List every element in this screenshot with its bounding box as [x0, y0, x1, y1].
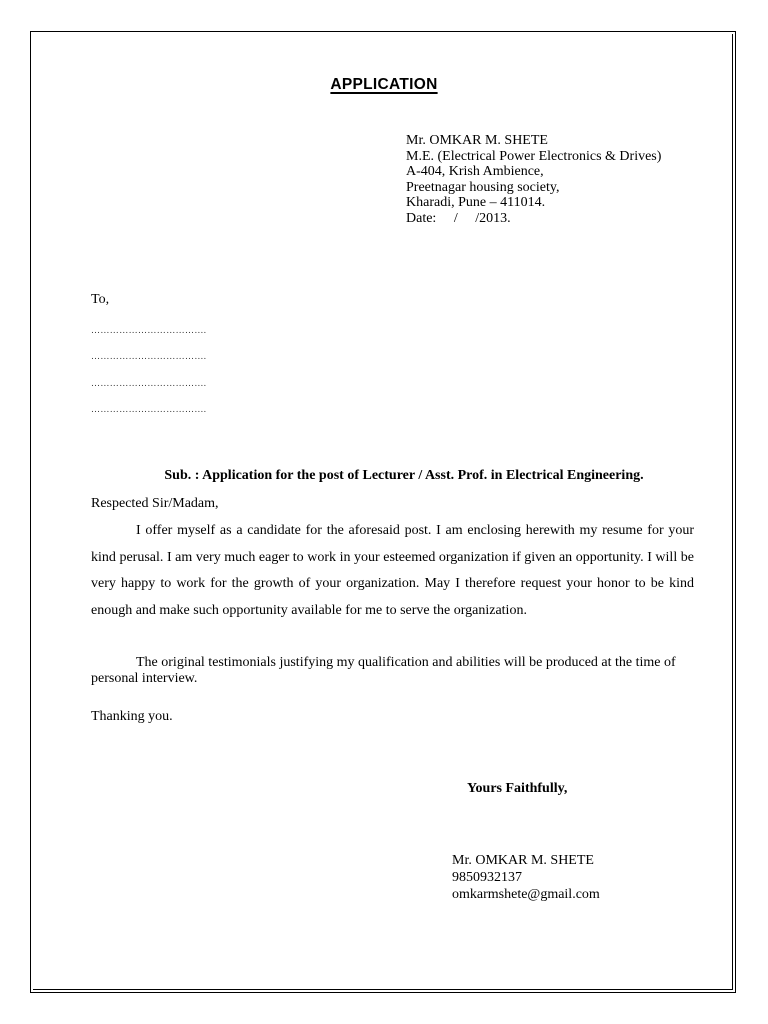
signature-block — [452, 852, 600, 903]
recipient-blank-line-3: ………………………………. — [91, 378, 207, 388]
thanks-line: Thanking you. — [91, 709, 173, 724]
sender-address-line-1: A-404, Krish Ambience, — [406, 164, 544, 179]
subject-line: Sub. : Application for the post of Lecturer / Asst. Prof. in Electrical Engineering. — [164, 468, 644, 483]
sender-address-line-3: Kharadi, Pune – 411014. — [406, 195, 546, 210]
closing-line: Yours Faithfully, — [467, 781, 568, 796]
recipient-blank-line-1: ………………………………. — [91, 325, 207, 335]
signature-email: omkarmshete@gmail.com — [452, 887, 600, 902]
recipient-blank-line-2: ………………………………. — [91, 351, 207, 361]
document-title — [0, 76, 768, 94]
sender-name: Mr. OMKAR M. SHETE — [406, 133, 548, 148]
signature-phone: 9850932137 — [452, 870, 522, 885]
to-label: To, — [91, 292, 110, 307]
sender-date: Date: / /2013. — [406, 210, 511, 226]
body-paragraph-2: The original testimonials justifying my qualification and abilities will be produced at the time of personal interview. — [91, 655, 676, 686]
signature-name: Mr. OMKAR M. SHETE — [452, 853, 594, 868]
sender-address-line-2: Preetnagar housing society, — [406, 179, 560, 195]
sender-address-block — [406, 133, 661, 226]
sender-qualification: M.E. (Electrical Power Electronics & Drives) — [406, 148, 662, 164]
salutation: Respected Sir/Madam, — [91, 496, 219, 511]
body-paragraph-1: I offer myself as a candidate for the aforesaid post. I am enclosing herewith my resume for your kind perusal. I am very much eager to work in your esteemed organization if given an opportunity. I will be very happy to work for the growth of your organization. May I therefore request your honor to be kind enough and make such opportunity available for me to serve the organization. — [91, 523, 694, 618]
recipient-blank-line-4: ………………………………. — [91, 404, 207, 414]
document-title-text: APPLICATION — [330, 76, 438, 93]
